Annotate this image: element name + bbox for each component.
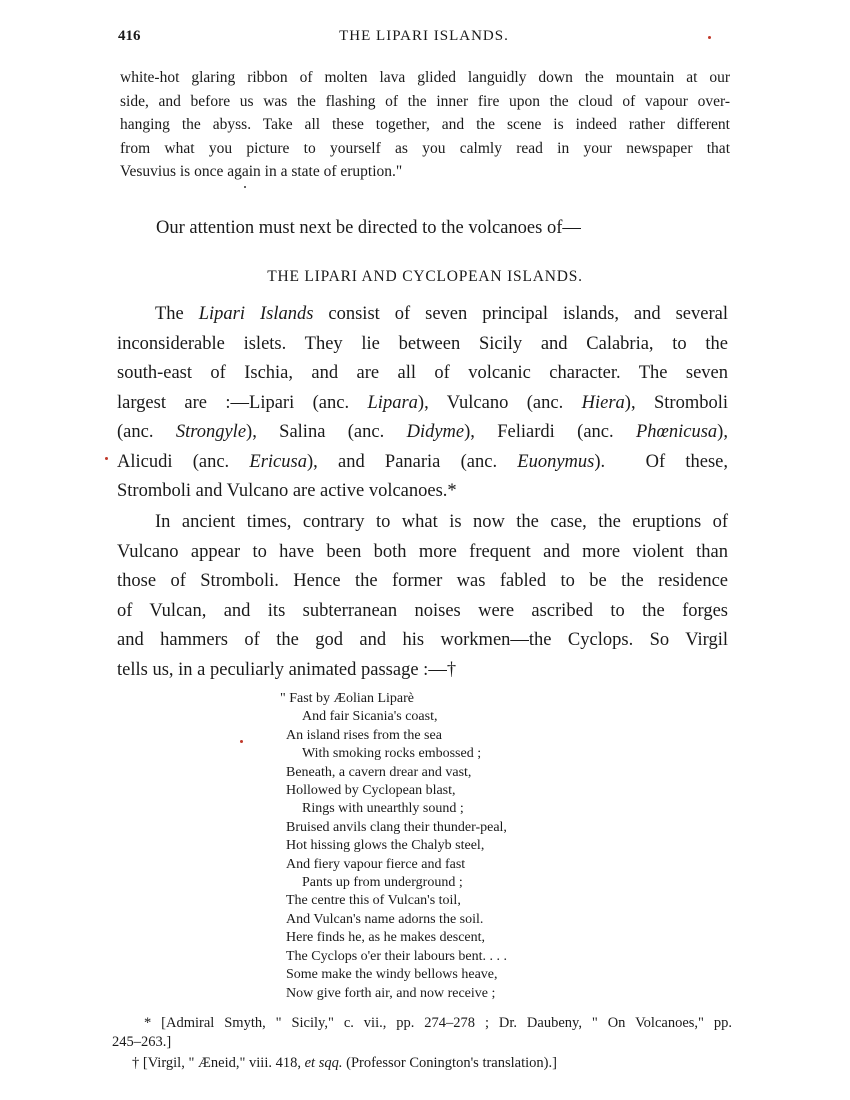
- verse-line: An island rises from the sea: [286, 727, 442, 743]
- footnote-asterisk-continued: 245–263.]: [112, 1034, 172, 1050]
- text-run: ). Of these,: [594, 451, 728, 472]
- italic-term: Hiera: [581, 392, 625, 413]
- verse-line: Bruised anvils clang their thunder-peal,: [286, 819, 507, 835]
- text-line: south-east of Ischia, and are all of volcanic character. The seven: [117, 363, 728, 383]
- quote-line: Vesuvius is once again in a state of eruption.": [120, 163, 403, 180]
- ink-speck: [708, 36, 711, 39]
- verse-line: " Fast by Æolian Liparè: [280, 691, 415, 706]
- verse-line: The centre this of Vulcan's toil,: [286, 893, 461, 909]
- italic-term: Strongyle: [175, 422, 247, 442]
- quote-line: side, and before us was the flashing of the inner fire upon the cloud of vapour over-: [120, 92, 730, 110]
- italic-term: Ericusa: [249, 451, 307, 472]
- text-run: largest are :—Lipari (anc.: [117, 392, 368, 413]
- intro-line: Our attention must next be directed to the volcanoes of—: [156, 218, 581, 238]
- running-head: [118, 28, 730, 48]
- verse-line: And fiery vapour fierce and fast: [286, 856, 466, 872]
- ink-speck: [105, 457, 108, 460]
- text-line: inconsiderable islets. They lie between Sicily and Calabria, to the: [117, 333, 728, 354]
- italic-term: Euonymus: [517, 451, 595, 472]
- quote-line: white-hot glaring ribbon of molten lava glided languidly down the mountain at our: [120, 69, 730, 86]
- text-line: tells us, in a peculiarly animated passage :—†: [117, 659, 457, 680]
- italic-term: Didyme: [406, 422, 465, 442]
- text-line: [117, 448, 728, 478]
- text-line: of Vulcan, and its subterranean noises were ascribed to the forges: [117, 600, 728, 621]
- paragraph-lipari-islands: [117, 300, 728, 507]
- text-run: The: [155, 304, 199, 324]
- text-line: [117, 418, 728, 448]
- section-heading: THE LIPARI AND CYCLOPEAN ISLANDS.: [267, 268, 583, 285]
- poem-excerpt: [280, 690, 508, 1003]
- verse-line: Some make the windy bellows heave,: [286, 967, 498, 983]
- verse-line: Hollowed by Cyclopean blast,: [286, 783, 456, 799]
- text-line: [117, 300, 728, 330]
- quote-line: hanging the abyss. Take all these together, and the scene is indeed rather different: [120, 116, 730, 133]
- footnotes: [112, 1014, 732, 1073]
- quote-line: from what you picture to yourself as you calmly read in your newspaper that: [120, 139, 730, 157]
- text-run: (Professor Conington's translation).]: [342, 1055, 557, 1071]
- text-run: ), and Panaria (anc.: [306, 451, 518, 472]
- verse-line: And fair Sicania's coast,: [302, 709, 438, 725]
- text-run: (anc.: [117, 422, 176, 442]
- text-line: those of Stromboli. Hence the former was fabled to be the residence: [117, 571, 728, 591]
- text-run: † [Virgil, " Æneid," viii. 418,: [132, 1055, 305, 1071]
- text-run: Alicudi (anc.: [117, 451, 250, 472]
- verse-line: Now give forth air, and now receive ;: [286, 985, 496, 1001]
- text-run: ), Vulcano (anc.: [417, 392, 582, 413]
- verse-line: Pants up from underground ;: [302, 875, 463, 891]
- footnote-asterisk: * [Admiral Smyth, " Sicily," c. vii., pp. 274–278 ; Dr. Daubeny, " On Volcanoes," pp.: [144, 1015, 732, 1031]
- text-line: Vulcano appear to have been both more frequent and more violent than: [117, 541, 728, 562]
- footnote-dagger: [112, 1054, 732, 1073]
- text-run: ),: [717, 422, 728, 442]
- italic-term: Lipari Islands: [198, 304, 314, 324]
- text-run: ), Stromboli: [624, 392, 728, 413]
- text-run: consist of seven principal islands, and several: [313, 304, 728, 324]
- ink-speck: [240, 740, 243, 743]
- italic-term: et sqq.: [304, 1055, 343, 1071]
- text-run: ), Feliardi (anc.: [464, 422, 636, 442]
- ink-speck: [244, 186, 246, 188]
- text-line: Stromboli and Vulcano are active volcanoes.*: [117, 481, 457, 501]
- verse-line: Here finds he, as he makes descent,: [286, 930, 486, 946]
- verse-line: And Vulcan's name adorns the soil.: [286, 911, 484, 927]
- italic-term: Phœnicusa: [635, 422, 718, 442]
- text-line: and hammers of the god and his workmen—the Cyclops. So Virgil: [117, 630, 728, 650]
- italic-term: Lipara: [367, 392, 418, 413]
- text-line: In ancient times, contrary to what is now the case, the eruptions of: [155, 512, 728, 532]
- quote-continuation: [120, 66, 730, 184]
- verse-line: Rings with unearthly sound ;: [302, 801, 464, 817]
- verse-line: Beneath, a cavern drear and vast,: [286, 764, 472, 780]
- running-title: THE LIPARI ISLANDS.: [339, 28, 509, 44]
- text-line: [117, 389, 728, 419]
- verse-line: The Cyclops o'er their labours bent. . . .: [286, 948, 508, 964]
- page-number: 416: [118, 28, 141, 44]
- verse-line: With smoking rocks embossed ;: [302, 746, 482, 762]
- paragraph-ancient-times: [117, 508, 728, 685]
- verse-line: Hot hissing glows the Chalyb steel,: [286, 838, 485, 854]
- text-run: ), Salina (anc.: [246, 422, 407, 442]
